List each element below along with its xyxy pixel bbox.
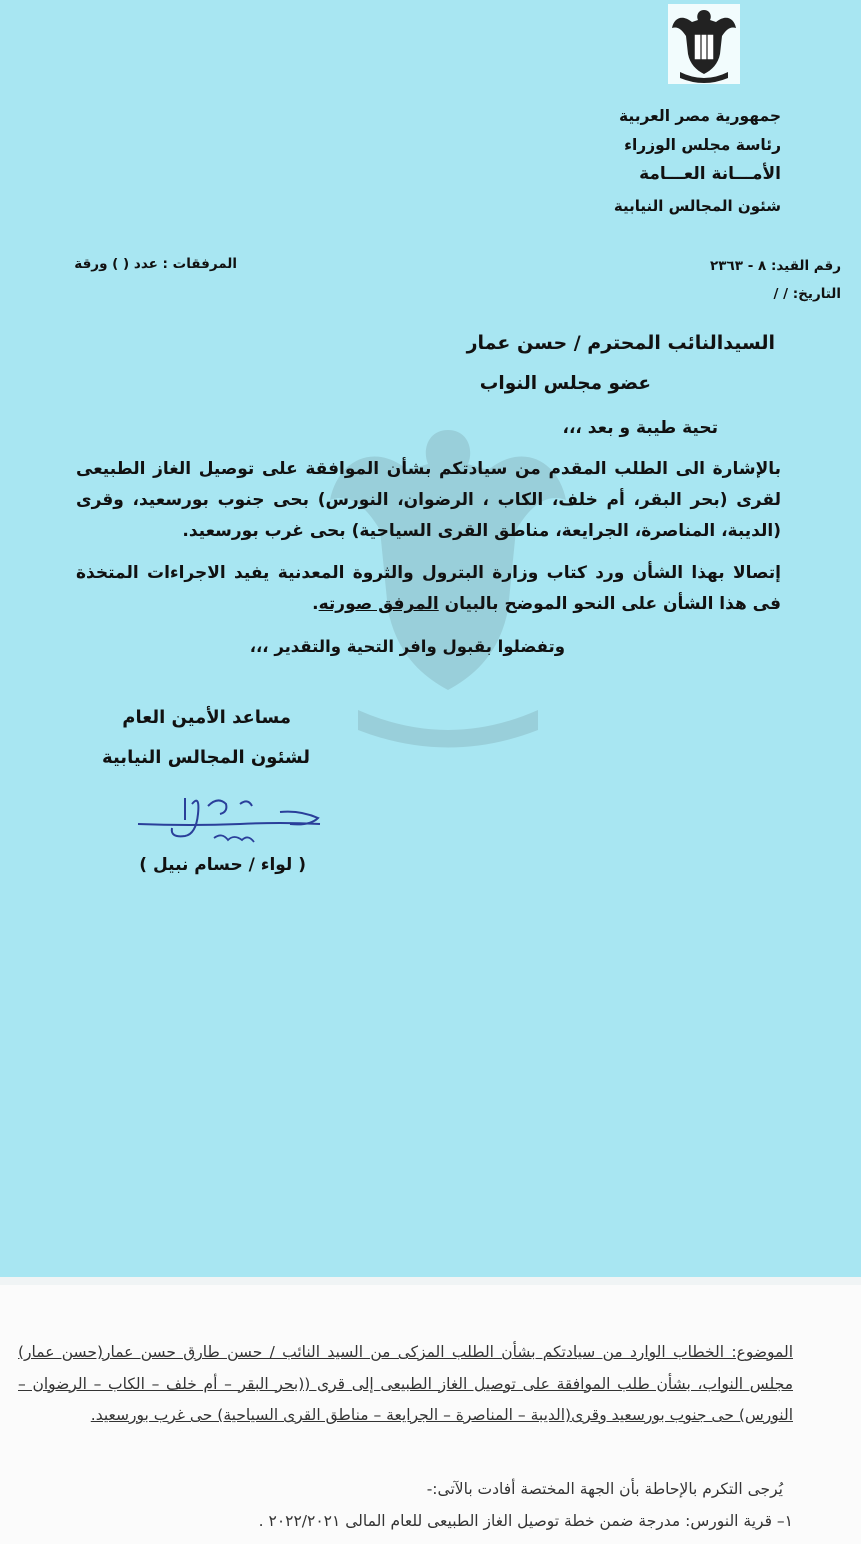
attachment-item-1: ١– قرية النورس: مدرجة ضمن خطة توصيل الغاز الطبيعى للعام المالى ٢٠٢٢/٢٠٢١ . bbox=[258, 1512, 793, 1530]
addressee-title: عضو مجلس النواب bbox=[479, 373, 651, 394]
signatory-name: ( لواء / حسام نبيل ) bbox=[139, 855, 306, 875]
signatory-title-2: لشئون المجالس النيابية bbox=[102, 747, 310, 768]
body-paragraph-2-end: . bbox=[312, 594, 319, 614]
body-paragraph-2 bbox=[76, 558, 781, 620]
attachment-page bbox=[0, 1285, 861, 1544]
closing-line: وتفضلوا بقبول وافر التحية والتقدير ،،، bbox=[249, 637, 565, 656]
attached-copy-link-text: المرفق صورته bbox=[318, 594, 439, 614]
attachment-intro: يُرجى التكرم بالإحاطة بأن الجهة المختصة أفادت بالآتى:- bbox=[426, 1480, 783, 1498]
header-line-republic: جمهورية مصر العربية bbox=[618, 107, 781, 125]
handwritten-signature bbox=[130, 794, 330, 854]
body-paragraph-1: بالإشارة الى الطلب المقدم من سيادتكم بشأن الموافقة على توصيل الغاز الطبيعى لقرى (بحر البقر، أم خلف، الكاب ، الرضوان، النورس) بحى جنوب بورسعيد، وقرى (الديبة، المناصرة، الجرايعة، مناطق القرى السياحية) بحى غرب بورسعيد. bbox=[76, 459, 781, 541]
addressee-name: السيدالنائب المحترم / حسن عمار bbox=[466, 332, 775, 354]
greeting: تحية طيبة و بعد ،،، bbox=[562, 418, 718, 438]
page-separator bbox=[0, 1277, 861, 1285]
header-line-cabinet: رئاسة مجلس الوزراء bbox=[624, 136, 781, 154]
reference-number: رقم القيد: ٨ - ٢٣٦٣ bbox=[710, 258, 841, 274]
date-field: التاريخ: / / bbox=[773, 286, 841, 302]
attachment-subject bbox=[18, 1337, 793, 1432]
body-paragraph-2-text: إتصالا بهذا الشأن ورد كتاب وزارة البترول والثروة المعدنية يفيد الاجراءات المتخذة فى هذا الشأن على النحو الموضح بالبيان bbox=[76, 563, 781, 614]
attachment-subject-text: الموضوع: الخطاب الوارد من سيادتكم بشأن الطلب المزكى من السيد النائب / حسن طارق حسن عمار(حسن عمار) مجلس النواب، بشأن طلب الموافقة على توصيل الغاز الطبيعى إلى قرى ((بحر البقر – أم خلف – الكاب – الرضوان – النورس) حى جنوب بورسعيد وقرى(الديبة – المناصرة – الجرايعة – مناطق القرى السياحية) حى غرب بورسعيد. bbox=[18, 1343, 793, 1424]
header-line-secretariat: الأمـــانة العـــامة bbox=[639, 164, 781, 184]
header-line-department: شئون المجالس النيابية bbox=[613, 197, 781, 215]
attachments-count: المرفقات : عدد ( ) ورقة bbox=[74, 256, 237, 272]
eagle-emblem-icon bbox=[668, 4, 740, 84]
signatory-title-1: مساعد الأمين العام bbox=[122, 707, 291, 728]
